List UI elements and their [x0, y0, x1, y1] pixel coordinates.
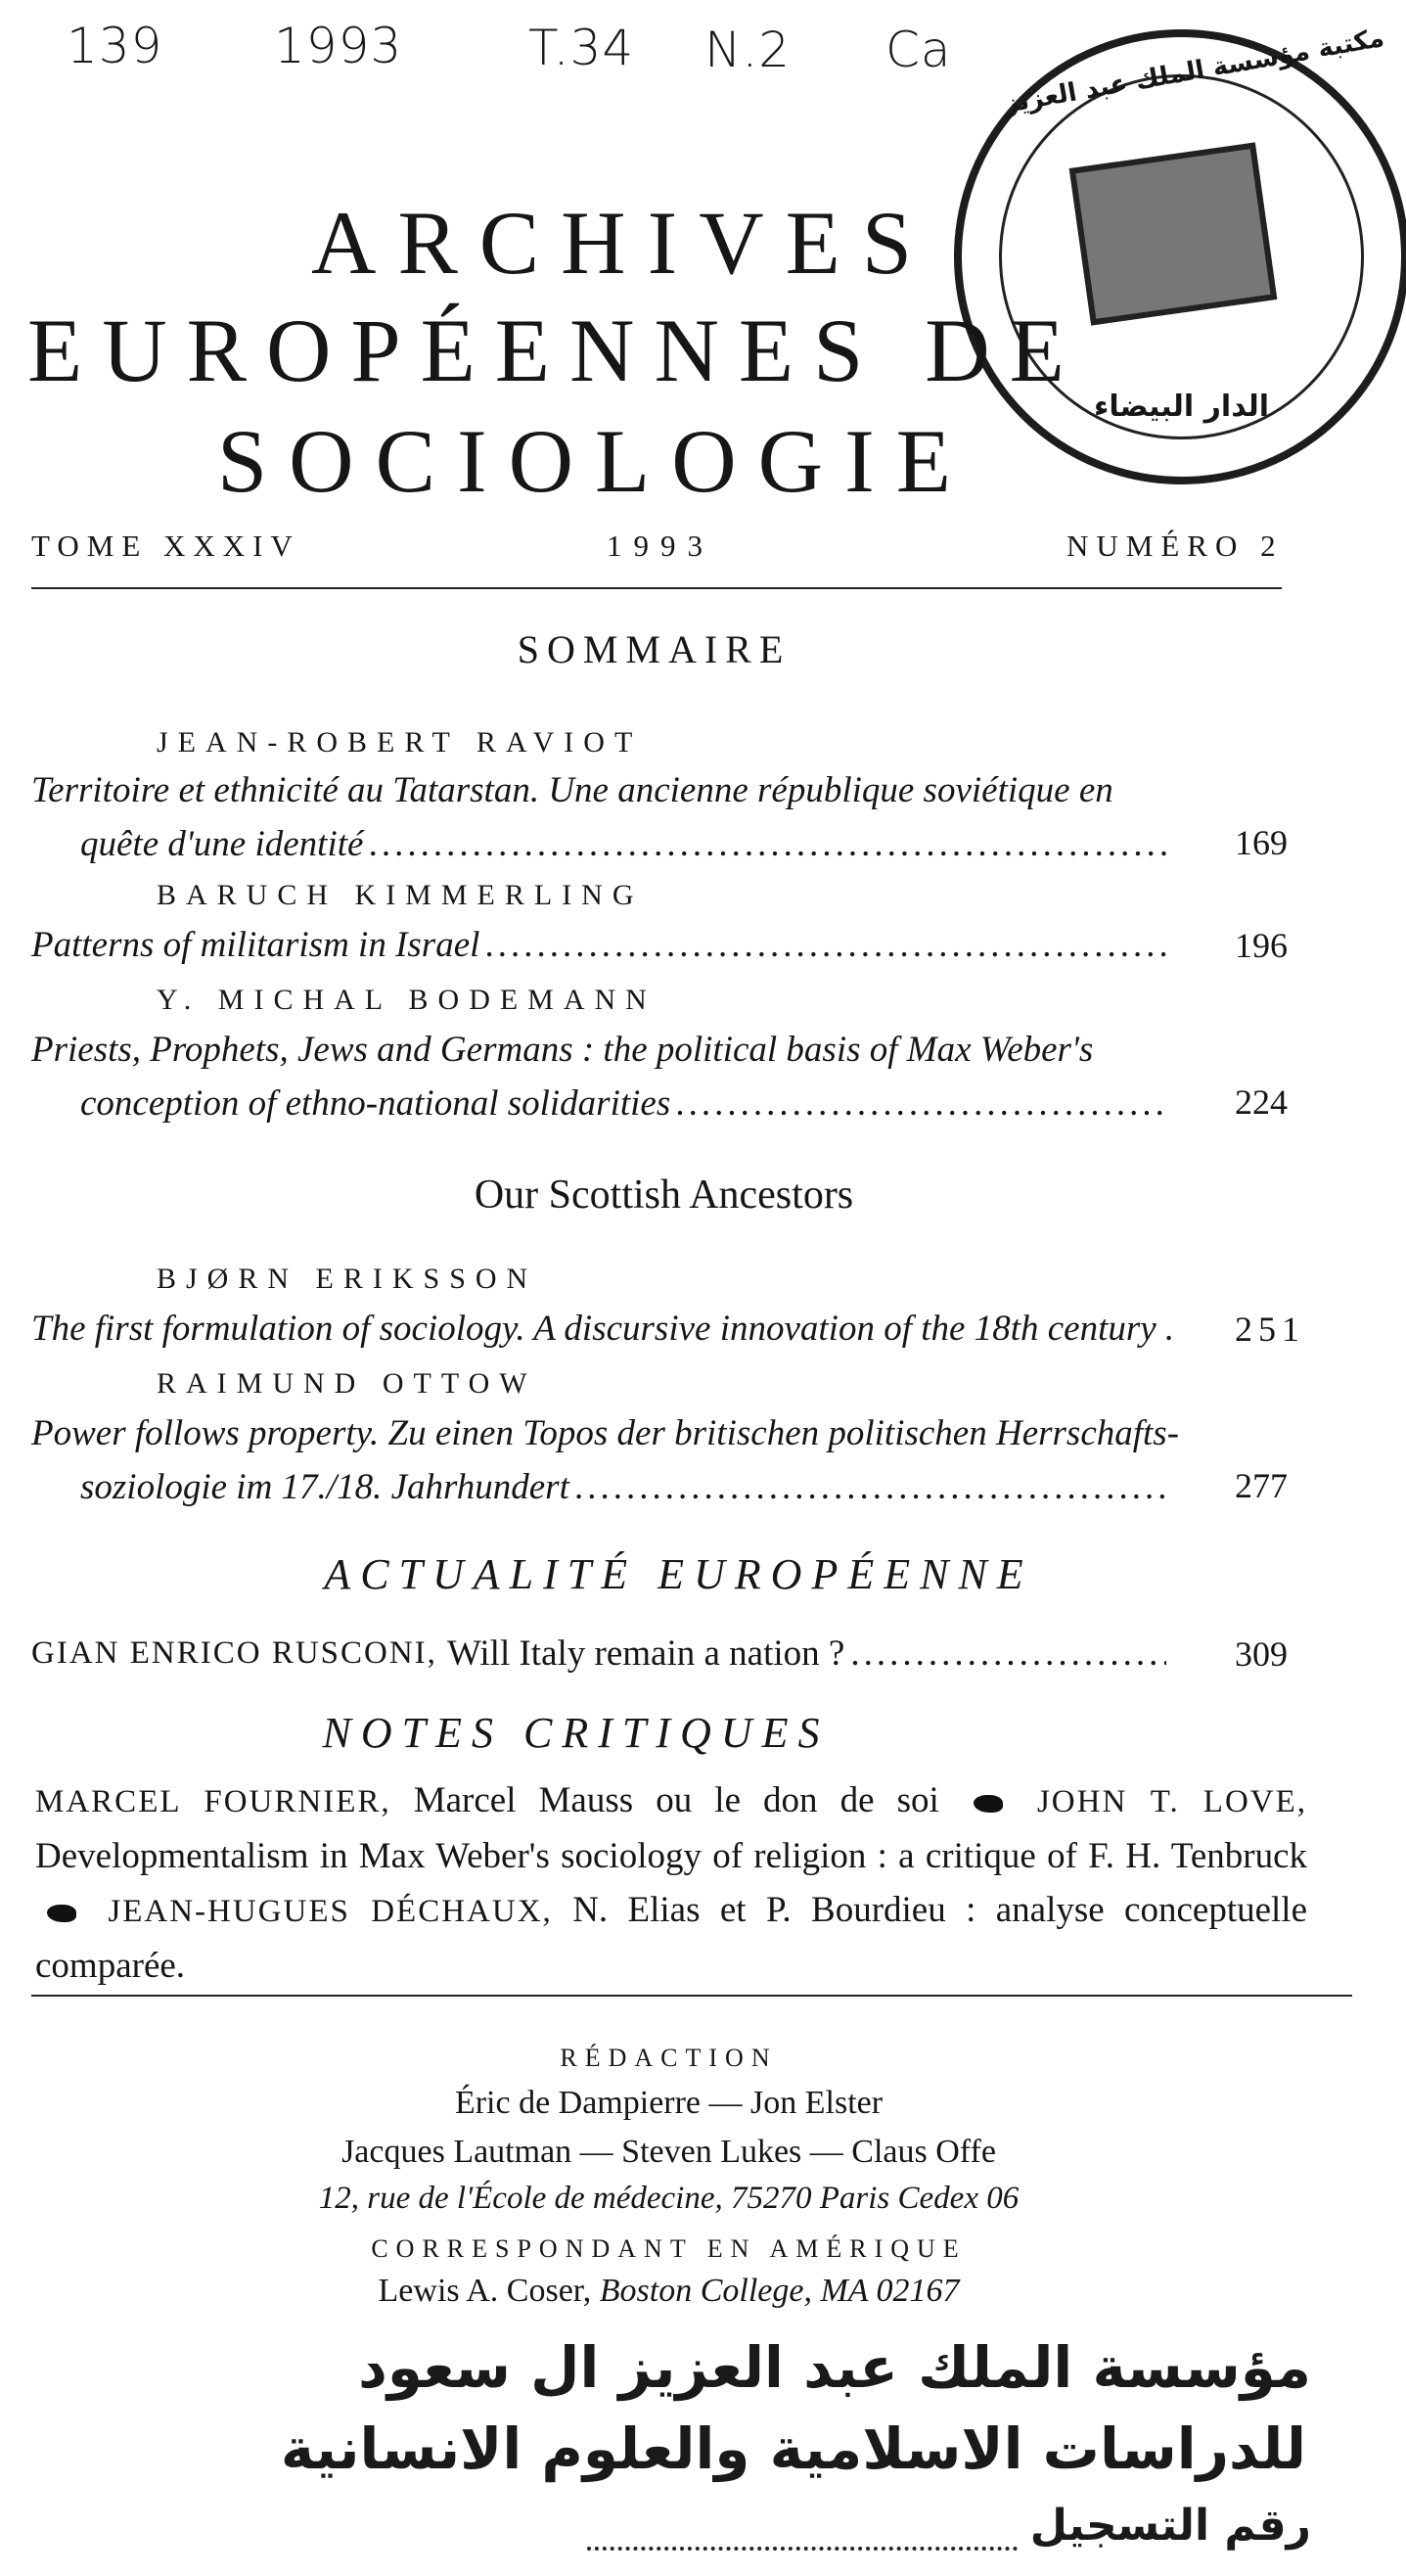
- tome-label: TOME XXXIV: [31, 529, 300, 563]
- library-stamp: [954, 23, 1406, 484]
- article-title-line: [31, 817, 1166, 871]
- numero-label: NUMÉRO 2: [1066, 529, 1284, 563]
- note-author: JOHN T. LOVE,: [1036, 1784, 1308, 1819]
- note-title: Marcel Mauss ou le don de soi: [413, 1780, 939, 1820]
- stamp-text-top: مكتبة مؤسسة الملك عبد العزيز: [1001, 23, 1387, 120]
- article-author: BJØRN ERIKSSON: [157, 1263, 538, 1295]
- article-author: BARUCH KIMMERLING: [157, 879, 644, 911]
- actualite-title: Will Italy remain a nation ?: [446, 1633, 845, 1674]
- journal-title-line-3: SOCIOLOGIE: [217, 411, 973, 511]
- article-page: 196: [1235, 926, 1288, 965]
- handwritten-arabic-line-1: مؤسسة الملك عبد العزيز ال سعود: [358, 2334, 1311, 2401]
- leader-dots: [575, 1460, 1166, 1514]
- correspondant-name: Lewis A. Coser,: [378, 2273, 592, 2309]
- notes-critiques-paragraph: [35, 1773, 1307, 1993]
- article-title: [31, 1023, 1166, 1130]
- article-title-line: [31, 1077, 1166, 1130]
- redaction-line-2: Jacques Lautman — Steven Lukes — Claus Offe: [341, 2134, 996, 2170]
- article-page: 224: [1235, 1082, 1288, 1122]
- article-title-line: [31, 918, 1166, 972]
- redaction-label: RÉDACTION: [560, 2044, 778, 2072]
- article-title-line: [31, 1460, 1166, 1514]
- article-title-line: [31, 1302, 1175, 1356]
- section-heading-actualite: ACTUALITÉ EUROPÉENNE: [324, 1550, 1033, 1598]
- leader-dots: [485, 918, 1166, 972]
- note-author: JEAN-HUGUES DÉCHAUX,: [108, 1894, 553, 1929]
- separator-leaf-icon: [47, 1905, 76, 1922]
- article-title: [31, 763, 1166, 871]
- handwritten-number: 139: [67, 18, 163, 74]
- handwritten-arabic-line-2: للدراسات الاسلامية والعلوم الانسانية: [280, 2415, 1306, 2482]
- leader-dots: [676, 1077, 1166, 1130]
- article-title-text: Territoire et ethnicité au Tatarstan. Une ancienne république soviétique en: [31, 770, 1113, 810]
- note-author: MARCEL FOURNIER,: [35, 1784, 391, 1819]
- article-title: [31, 918, 1166, 972]
- actualite-line: [31, 1627, 1166, 1680]
- redaction-address: 12, rue de l'École de médecine, 75270 Paris Cedex 06: [318, 2181, 1020, 2216]
- article-author: Y. MICHAL BODEMANN: [157, 984, 657, 1016]
- registration-dotted-line: [587, 2547, 1018, 2551]
- article-title-text: The first formulation of sociology. A discursive innovation of the 18th century .: [31, 1309, 1175, 1349]
- handwritten-arabic-line-3: رقم التسجيل: [1029, 2501, 1311, 2551]
- note-title: Developmentalism in Max Weber's sociology of religion : a critique of F. H. Tenbruck: [35, 1836, 1307, 1876]
- article-title-line: [31, 1406, 1180, 1460]
- correspondant-label: CORRESPONDANT EN AMÉRIQUE: [371, 2234, 967, 2263]
- actualite-page: 309: [1235, 1634, 1288, 1674]
- note-title: N. Elias et P. Bourdieu : analyse conceptuelle comparée.: [35, 1890, 1308, 1986]
- article-title-line: [31, 763, 1166, 817]
- stamp-text-bottom: الدار البيضاء: [1094, 390, 1270, 424]
- redaction-line-1: Éric de Dampierre — Jon Elster: [454, 2085, 884, 2121]
- article-page: 169: [1235, 823, 1288, 862]
- handwritten-code: Ca: [885, 22, 952, 78]
- correspondant-line: [0, 2273, 1372, 2310]
- journal-title-line-1: ARCHIVES: [311, 193, 934, 293]
- article-title-text: Priests, Prophets, Jews and Germans : the political basis of Max Weber's: [31, 1030, 1094, 1070]
- stamp-emblem: [1069, 142, 1278, 325]
- correspondant-address: Boston College, MA 02167: [599, 2273, 960, 2309]
- article-author: JEAN-ROBERT RAVIOT: [157, 726, 643, 759]
- handwritten-numero: N.2: [704, 22, 792, 78]
- actualite-author: GIAN ENRICO RUSCONI,: [31, 1635, 437, 1671]
- sommaire-heading: SOMMAIRE: [517, 627, 792, 671]
- year-label: 1993: [607, 529, 714, 563]
- journal-title-line-2: EUROPÉENNES DE: [27, 300, 1084, 400]
- header-divider: [31, 587, 1282, 589]
- article-page: 251: [1235, 1310, 1305, 1349]
- article-title-text: Power follows property. Zu einen Topos der britischen politischen Herrschafts-: [31, 1413, 1180, 1453]
- article-page: 277: [1235, 1466, 1288, 1505]
- article-title-text: conception of ethno-national solidarities: [80, 1083, 671, 1124]
- article-title: [31, 1406, 1180, 1514]
- handwritten-tome: T.34: [528, 20, 635, 76]
- actualite-entry: [31, 1627, 1166, 1680]
- section-heading-scottish: Our Scottish Ancestors: [474, 1173, 854, 1218]
- handwritten-year: 1993: [274, 18, 403, 74]
- article-title-text: Patterns of militarism in Israel: [31, 925, 480, 965]
- article-author: RAIMUND OTTOW: [157, 1367, 537, 1400]
- leader-dots: [369, 817, 1166, 871]
- article-title-line: [31, 1023, 1166, 1077]
- footer-divider: [31, 1995, 1352, 1997]
- article-title: [31, 1302, 1175, 1356]
- article-title-text: soziologie im 17./18. Jahrhundert: [80, 1467, 569, 1507]
- section-heading-notes: NOTES CRITIQUES: [322, 1709, 830, 1757]
- separator-leaf-icon: [974, 1795, 1003, 1813]
- leader-dots: [850, 1627, 1166, 1680]
- article-title-text: quête d'une identité: [80, 824, 364, 864]
